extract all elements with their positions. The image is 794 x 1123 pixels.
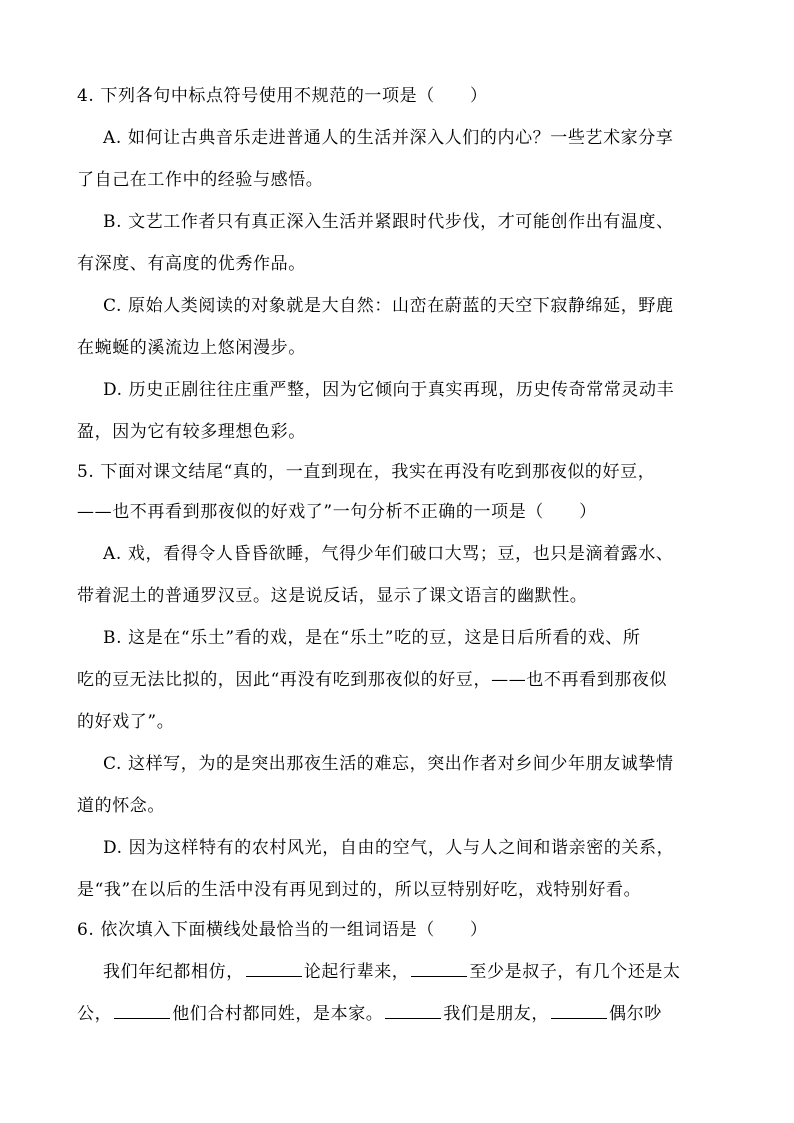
- fill-blank-5[interactable]: [551, 1004, 607, 1019]
- question-5-option-a-line-1: A. 戏，看得令人昏昏欲睡，气得少年们破口大骂；豆，也只是滴着露水、: [103, 544, 674, 564]
- fill-blank-2[interactable]: [411, 962, 467, 977]
- question-5-stem-line-2: ——也不再看到那夜似的好戏了”一句分析不正确的一项是（ ）: [77, 502, 597, 522]
- question-4-option-c-line-1: C. 原始人类阅读的对象就是大自然：山峦在蔚蓝的天空下寂静绵延，野鹿: [103, 296, 674, 316]
- fill-blank-4[interactable]: [385, 1004, 441, 1019]
- passage-text: 公，: [77, 1004, 113, 1024]
- question-5-option-b-line-3: 的好戏了”。: [77, 712, 175, 732]
- question-4-option-c-line-2: 在蜿蜒的溪流边上悠闲漫步。: [77, 338, 306, 358]
- fill-blank-3[interactable]: [114, 1004, 170, 1019]
- passage-text: 他们合村都同姓，是本家。: [172, 1004, 384, 1024]
- question-4-option-d-line-2: 盈，因为它有较多理想色彩。: [77, 422, 306, 442]
- question-6-passage-line-1: [103, 962, 681, 982]
- passage-text: 我们是朋友，: [443, 1004, 550, 1024]
- passage-text: 至少是叔子，有几个还是太: [469, 962, 681, 982]
- question-5-option-b-line-1: B. 这是在“乐土”看的戏，是在“乐土”吃的豆，这是日后所看的戏、所: [103, 628, 641, 648]
- question-6-passage-line-2: [77, 1004, 662, 1024]
- fill-blank-1[interactable]: [246, 962, 302, 977]
- question-4-option-a-line-1: A. 如何让古典音乐走进普通人的生活并深入人们的内心？一些艺术家分享: [103, 128, 674, 148]
- question-6-stem: 6. 依次填入下面横线处最恰当的一组词语是（ ）: [77, 920, 488, 940]
- question-5-stem-line-1: 5. 下面对课文结尾“真的，一直到现在，我实在再没有吃到那夜似的好豆，: [77, 462, 656, 482]
- passage-text: 偶尔吵: [609, 1004, 662, 1024]
- question-4-stem: 4. 下列各句中标点符号使用不规范的一项是（ ）: [77, 86, 488, 106]
- passage-text: 论起行辈来，: [303, 962, 410, 982]
- question-5-option-a-line-2: 带着泥土的普通罗汉豆。这是说反话，显示了课文语言的幽默性。: [77, 586, 588, 606]
- question-5-option-c-line-1: C. 这样写，为的是突出那夜生活的难忘，突出作者对乡间少年朋友诚挚情: [103, 754, 674, 774]
- question-4-option-b-line-1: B. 文艺工作者只有真正深入生活并紧跟时代步伐，才可能创作出有温度、: [103, 212, 674, 232]
- question-5-option-d-line-1: D. 因为这样特有的农村风光，自由的空气，人与人之间和谐亲密的关系，: [103, 838, 675, 858]
- question-5-option-c-line-2: 道的怀念。: [77, 796, 165, 816]
- question-4-option-b-line-2: 有深度、有高度的优秀作品。: [77, 254, 306, 274]
- question-4-option-d-line-1: D. 历史正剧往往庄重严整，因为它倾向于真实再现，历史传奇常常灵动丰: [103, 380, 675, 400]
- passage-text: 我们年纪都相仿，: [103, 962, 244, 982]
- question-5-option-b-line-2: 吃的豆无法比拟的，因此“再没有吃到那夜似的好豆，——也不再看到那夜似: [77, 670, 668, 690]
- question-4-option-a-line-2: 了自己在工作中的经验与感悟。: [77, 170, 324, 190]
- question-5-option-d-line-2: 是“我”在以后的生活中没有再见到过的，所以豆特别好吃，戏特别好看。: [77, 880, 642, 900]
